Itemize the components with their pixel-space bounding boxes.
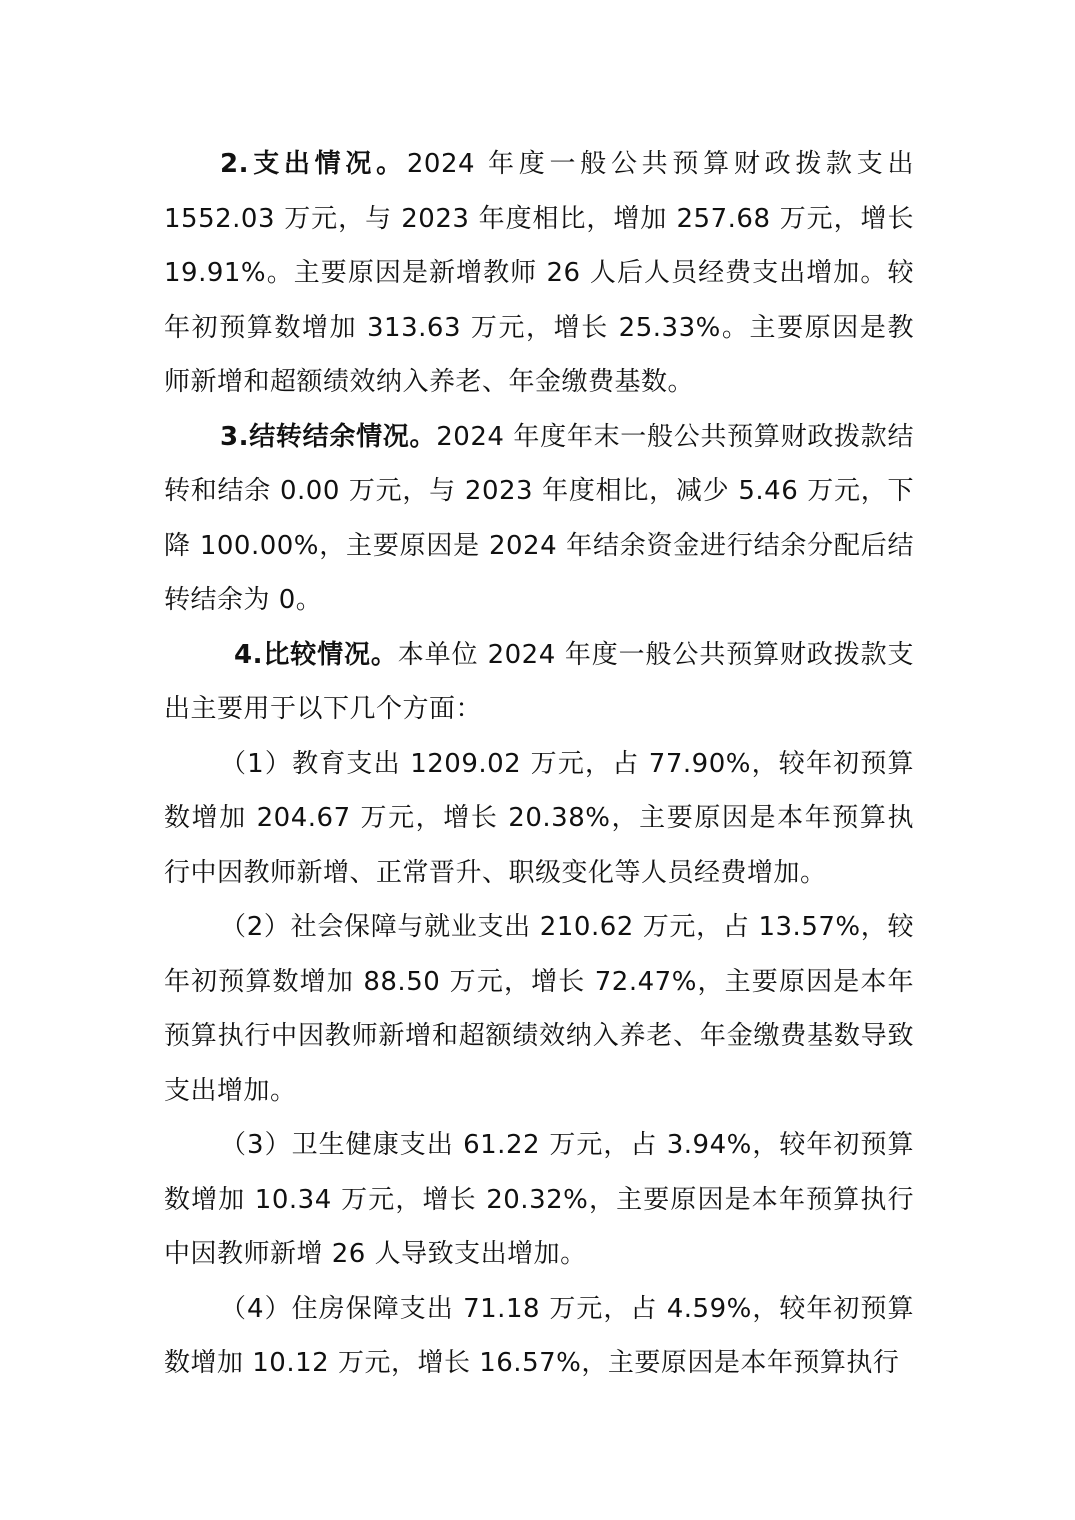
text-item-social-security: （2）社会保障与就业支出 210.62 万元，占 13.57%，较年初预算数增加 88.50 万元，增长 72.47%，主要原因是本年预算执行中因教师新增和超额绩效纳入养老、年金缴费基数导致支出增加。	[164, 912, 914, 1106]
text-comparison: 本单位 2024 年度一般公共预算财政拨款支出主要用于以下几个方面：	[164, 639, 915, 724]
document-body	[164, 137, 914, 1391]
paragraph-item-social-security	[164, 900, 914, 1118]
heading-expenditure: 2.支出情况。	[220, 149, 407, 179]
paragraph-item-health	[164, 1118, 914, 1282]
text-carryover: 2024 年度年末一般公共预算财政拨款结转和结余 0.00 万元，与 2023 年度相比，减少 5.46 万元，下降 100.00%，主要原因是 2024 年结余资金进行结余分配后结转结余为 0。	[164, 421, 915, 615]
paragraph-item-housing	[164, 1282, 914, 1391]
heading-comparison: 4.比较情况。	[234, 639, 398, 670]
paragraph-comparison	[164, 628, 914, 737]
paragraph-item-education	[164, 737, 914, 901]
text-item-housing: （4）住房保障支出 71.18 万元，占 4.59%，较年初预算数增加 10.12 万元，增长 16.57%，主要原因是本年预算执行	[164, 1293, 914, 1378]
text-item-education: （1）教育支出 1209.02 万元，占 77.90%，较年初预算数增加 204.67 万元，增长 20.38%，主要原因是本年预算执行中因教师新增、正常晋升、职级变化等人员经费增加。	[164, 748, 914, 888]
heading-carryover: 3.结转结余情况。	[220, 421, 437, 452]
paragraph-carryover	[164, 410, 914, 628]
text-expenditure: 2024 年度一般公共预算财政拨款支出 1552.03 万元，与 2023 年度相比，增加 257.68 万元，增长 19.91%。主要原因是新增教师 26 人后人员经费支出增加。较年初预算数增加 313.63 万元，增长 25.33%。主要原因是教师新增和超额绩效纳入养老、年金缴费基数。	[164, 149, 915, 397]
text-item-health: （3）卫生健康支出 61.22 万元，占 3.94%，较年初预算数增加 10.34 万元，增长 20.32%，主要原因是本年预算执行中因教师新增 26 人导致支出增加。	[164, 1130, 914, 1269]
paragraph-expenditure	[164, 137, 914, 410]
